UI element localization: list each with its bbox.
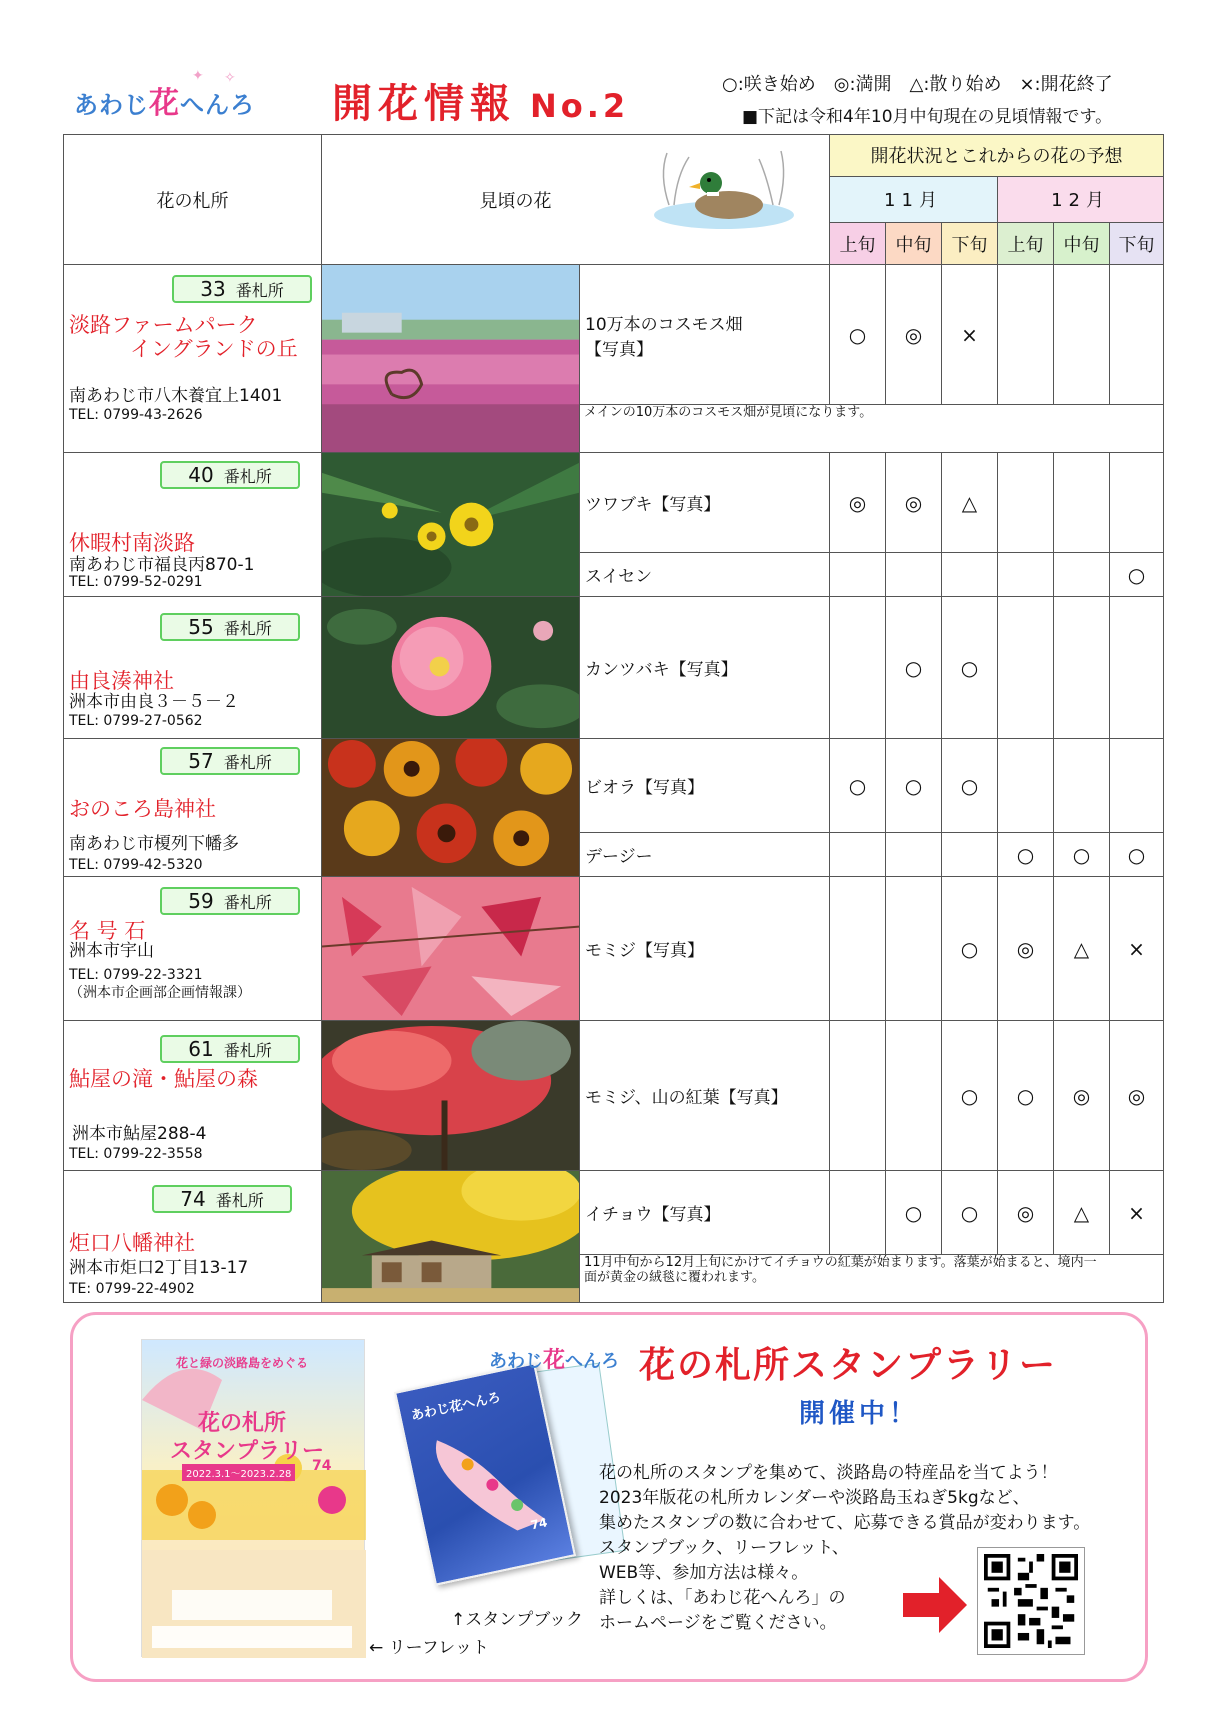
sparkle-icon: ✧: [224, 70, 236, 86]
flower-name: カンツバキ【写真】: [580, 597, 830, 739]
header-flower: [322, 135, 830, 265]
autumn-leaves-photo: [322, 1021, 579, 1170]
photo-tsuwabuki: [322, 453, 580, 597]
place-40: [64, 453, 322, 597]
flower-name: [580, 265, 830, 405]
mark-dec-mid: [1054, 739, 1110, 833]
mark-nov-mid: ○: [886, 597, 942, 739]
mark-dec-late: [1110, 265, 1164, 405]
duck-icon: [649, 145, 799, 230]
mark-dec-mid: ○: [1054, 833, 1110, 877]
mark-dec-late: ○: [1110, 833, 1164, 877]
momiji-photo: [322, 877, 579, 1020]
mark-nov-late: ○: [942, 1021, 998, 1171]
banner-body-line: スタンプブック、リーフレット、: [599, 1538, 849, 1558]
place-number-badge: [160, 461, 300, 489]
kantsubaki-photo: [322, 597, 579, 738]
mark-dec-mid: [1054, 265, 1110, 405]
caption-leaflet: ← リーフレット: [369, 1638, 489, 1658]
flower-name: イチョウ【写真】: [580, 1171, 830, 1255]
mark-nov-mid: [886, 553, 942, 597]
mark-dec-mid: [1054, 553, 1110, 597]
mark-dec-early: ○: [998, 833, 1054, 877]
sparkle-icon: ✦: [192, 68, 204, 84]
legend: ○:咲き始め ◎:満開 △:散り始め ×:開花終了: [722, 74, 1113, 95]
place-number-suffix: 番札所: [223, 1041, 272, 1060]
stamp-rally-banner: [70, 1312, 1148, 1682]
place-number: 40: [188, 463, 214, 487]
mark-nov-mid: ◎: [886, 265, 942, 405]
place-address: 南あわじ市榎列下幡多: [69, 834, 239, 854]
place-address: 洲本市由良３－５－２: [69, 692, 239, 712]
stamp-book-title: あわじ花へんろ: [409, 1390, 503, 1424]
qr-code[interactable]: [977, 1547, 1085, 1655]
mark-nov-mid: ○: [886, 739, 942, 833]
banner-logo-pre: あわじ: [489, 1351, 543, 1372]
place-address: 南あわじ市福良丙870-1: [69, 555, 255, 575]
place-tel-note: （洲本市企画部企画情報課）: [69, 985, 251, 1001]
leaflet-top-text: 花と緑の淡路島をめぐる: [176, 1356, 309, 1370]
place-55: [64, 597, 322, 739]
mark-nov-late: ×: [942, 265, 998, 405]
place-number-suffix: 番札所: [223, 467, 272, 486]
place-74: [64, 1171, 322, 1303]
mark-dec-mid: [1054, 597, 1110, 739]
place-number-badge: [172, 275, 312, 303]
header-november: 11月: [830, 176, 998, 222]
banner-body-line: ホームページをご覧ください。: [599, 1613, 837, 1633]
mark-nov-late: ○: [942, 877, 998, 1021]
leaflet-image[interactable]: [141, 1339, 365, 1657]
mark-dec-early: ○: [998, 1021, 1054, 1171]
place-number-suffix: 番札所: [223, 893, 272, 912]
banner-title: 花の札所スタンプラリー: [639, 1345, 1058, 1386]
mark-nov-early: ○: [830, 265, 886, 405]
place-tel: TEL: 0799-22-3558: [69, 1146, 203, 1162]
mark-nov-late: ○: [942, 1171, 998, 1255]
place-name-line2: イングランドの丘: [130, 337, 298, 361]
mark-nov-early: [830, 1171, 886, 1255]
mark-dec-late: ×: [1110, 1171, 1164, 1255]
mark-nov-mid: [886, 1021, 942, 1171]
awaji-island-icon: [406, 1408, 568, 1554]
flower-name: ツワブキ【写真】: [580, 453, 830, 553]
place-address: 洲本市鮎屋288-4: [72, 1124, 207, 1144]
mark-dec-mid: ◎: [1054, 1021, 1110, 1171]
mark-nov-late: [942, 833, 998, 877]
logo-text-hana: 花: [149, 86, 180, 121]
mark-dec-early: ◎: [998, 1171, 1054, 1255]
place-number: 74: [180, 1187, 206, 1211]
mark-dec-late: ○: [1110, 553, 1164, 597]
flower-name: スイセン: [580, 553, 830, 597]
mark-dec-mid: [1054, 453, 1110, 553]
leaflet-artwork: [142, 1340, 366, 1658]
place-address: 洲本市炬口2丁目13-17: [69, 1258, 249, 1278]
place-number-suffix: 番札所: [223, 619, 272, 638]
flower-name: ビオラ【写真】: [580, 739, 830, 833]
flower-name: モミジ、山の紅葉【写真】: [580, 1021, 830, 1171]
banner-logo-post: へんろ: [565, 1351, 620, 1372]
mark-dec-early: [998, 265, 1054, 405]
place-number: 33: [200, 277, 226, 301]
mark-nov-early: ○: [830, 739, 886, 833]
tsuwabuki-photo: [322, 453, 579, 596]
place-name: 炬口八幡神社: [69, 1231, 195, 1255]
leaflet-dates: 2022.3.1～2023.2.28: [182, 1464, 295, 1481]
mark-nov-late: [942, 553, 998, 597]
header-dec-mid: 中旬: [1054, 223, 1110, 265]
mark-dec-late: ◎: [1110, 1021, 1164, 1171]
header-flower-label: 見頃の花: [479, 190, 552, 212]
place-number: 57: [188, 749, 214, 773]
mark-nov-late: △: [942, 453, 998, 553]
place-number: 55: [188, 615, 214, 639]
flower-name: デージー: [580, 833, 830, 877]
mark-nov-mid: ○: [886, 1171, 942, 1255]
photo-kantsubaki: [322, 597, 580, 739]
flower-comment: [580, 1255, 1164, 1303]
mark-dec-early: [998, 453, 1054, 553]
mark-nov-late: ○: [942, 739, 998, 833]
place-number-suffix: 番札所: [215, 1191, 264, 1210]
header-place: 花の札所: [64, 135, 322, 265]
place-tel: TEL: 0799-22-3321: [69, 967, 203, 983]
place-name: 休暇村南淡路: [69, 531, 195, 555]
mark-dec-early: ◎: [998, 877, 1054, 1021]
caption-stamp-book: ↑スタンプブック: [451, 1610, 584, 1630]
flower-name: モミジ【写真】: [580, 877, 830, 1021]
flower-name-text: 10万本のコスモス畑: [585, 314, 743, 335]
place-number-badge: [160, 747, 300, 775]
place-name: 鮎屋の滝・鮎屋の森: [69, 1067, 258, 1091]
banner-body-line: WEB等、参加方法は様々。: [599, 1563, 809, 1583]
leaflet-title-line1: 花の札所: [198, 1411, 287, 1436]
header-nov-mid: 中旬: [886, 223, 942, 265]
place-number-badge: [160, 613, 300, 641]
photo-cosmos: [322, 265, 580, 453]
place-address: 南あわじ市八木養宜上1401: [69, 386, 283, 406]
header-dec-late: 下旬: [1110, 223, 1164, 265]
banner-body-line: 花の札所のスタンプを集めて、淡路島の特産品を当てよう！: [599, 1463, 1058, 1483]
place-tel: TEL: 0799-52-0291: [69, 574, 203, 590]
banner-body-line: 詳しくは、「あわじ花へんろ」の: [599, 1588, 846, 1608]
page-title-text: 開花情報: [332, 81, 516, 127]
place-address: 洲本市宇山: [69, 941, 154, 961]
mark-dec-mid: △: [1054, 877, 1110, 1021]
place-name: 由良湊神社: [69, 669, 174, 693]
photo-autumn-leaves: [322, 1021, 580, 1171]
photo-momiji: [322, 877, 580, 1021]
mark-dec-late: ×: [1110, 877, 1164, 1021]
flower-photo-tag: 【写真】: [585, 339, 653, 360]
logo-text-post: へんろ: [180, 91, 255, 119]
place-number-badge: [152, 1185, 292, 1213]
place-tel: TE: 0799-22-4902: [69, 1281, 195, 1297]
place-number-badge: [160, 887, 300, 915]
mark-nov-late: ○: [942, 597, 998, 739]
mark-nov-mid: [886, 833, 942, 877]
flower-comment-line1: 11月中旬から12月上旬にかけてイチョウの紅葉が始まります。落葉が始まると、境内一: [584, 1255, 1097, 1270]
header-dec-early: 上旬: [998, 223, 1054, 265]
logo-text-pre: あわじ: [74, 91, 149, 119]
photo-viola: [322, 739, 580, 877]
page-title: [332, 72, 629, 129]
flower-comment: メインの10万本のコスモス畑が見頃になります。: [580, 405, 1164, 453]
leaflet-title-line2: スタンプラリー: [170, 1439, 325, 1464]
place-33: [64, 265, 322, 453]
mark-nov-early: [830, 597, 886, 739]
stamp-book-count: 74: [529, 1515, 549, 1533]
mark-dec-mid: △: [1054, 1171, 1110, 1255]
cosmos-photo: [322, 265, 579, 452]
place-name: 名 号 石: [69, 919, 146, 943]
header-nov-late: 下旬: [942, 223, 998, 265]
mark-dec-late: [1110, 597, 1164, 739]
place-number-suffix: 番札所: [235, 281, 284, 300]
banner-logo: [489, 1343, 619, 1374]
mark-nov-early: [830, 833, 886, 877]
place-tel: TEL: 0799-42-5320: [69, 857, 203, 873]
place-57: [64, 739, 322, 877]
place-tel: TEL: 0799-27-0562: [69, 713, 203, 729]
header-december: 12月: [998, 176, 1164, 222]
mark-nov-early: [830, 877, 886, 1021]
place-tel: TEL: 0799-43-2626: [69, 407, 203, 423]
header-nov-early: 上旬: [830, 223, 886, 265]
banner-logo-hana: 花: [543, 1348, 566, 1373]
date-note: ■下記は令和4年10月中旬現在の見頃情報です。: [742, 107, 1113, 127]
place-name: 淡路ファームパーク: [69, 313, 258, 337]
issue-number: No.2: [530, 87, 630, 125]
place-number: 61: [188, 1037, 214, 1061]
arrow-right-icon: [903, 1577, 967, 1633]
leaflet-count: 74: [312, 1458, 332, 1474]
mark-nov-early: [830, 553, 886, 597]
logo: [74, 68, 264, 124]
mark-nov-early: ◎: [830, 453, 886, 553]
place-name: おのころ島神社: [69, 797, 216, 821]
banner-subtitle: 開催中！: [799, 1399, 920, 1429]
ginkgo-photo: [322, 1171, 579, 1302]
mark-dec-early: [998, 739, 1054, 833]
header-status: 開花状況とこれからの花の予想: [830, 135, 1164, 177]
mark-nov-early: [830, 1021, 886, 1171]
flower-comment-line2: 面が黄金の絨毯に覆われます。: [584, 1270, 765, 1285]
banner-body-line: 集めたスタンプの数に合わせて、応募できる賞品が変わります。: [599, 1513, 1091, 1533]
mark-nov-mid: [886, 877, 942, 1021]
place-number-badge: [160, 1035, 300, 1063]
mark-dec-early: [998, 597, 1054, 739]
qr-code-icon: [984, 1554, 1078, 1648]
place-61: [64, 1021, 322, 1171]
place-number: 59: [188, 889, 214, 913]
mark-dec-late: [1110, 739, 1164, 833]
mark-dec-early: [998, 553, 1054, 597]
mark-nov-mid: ◎: [886, 453, 942, 553]
photo-ginkgo: [322, 1171, 580, 1303]
place-59: [64, 877, 322, 1021]
bloom-table: [63, 134, 1164, 1303]
place-number-suffix: 番札所: [223, 753, 272, 772]
mark-dec-late: [1110, 453, 1164, 553]
viola-photo: [322, 739, 579, 876]
banner-body-line: 2023年版花の札所カレンダーや淡路島玉ねぎ5kgなど、: [599, 1488, 1030, 1508]
